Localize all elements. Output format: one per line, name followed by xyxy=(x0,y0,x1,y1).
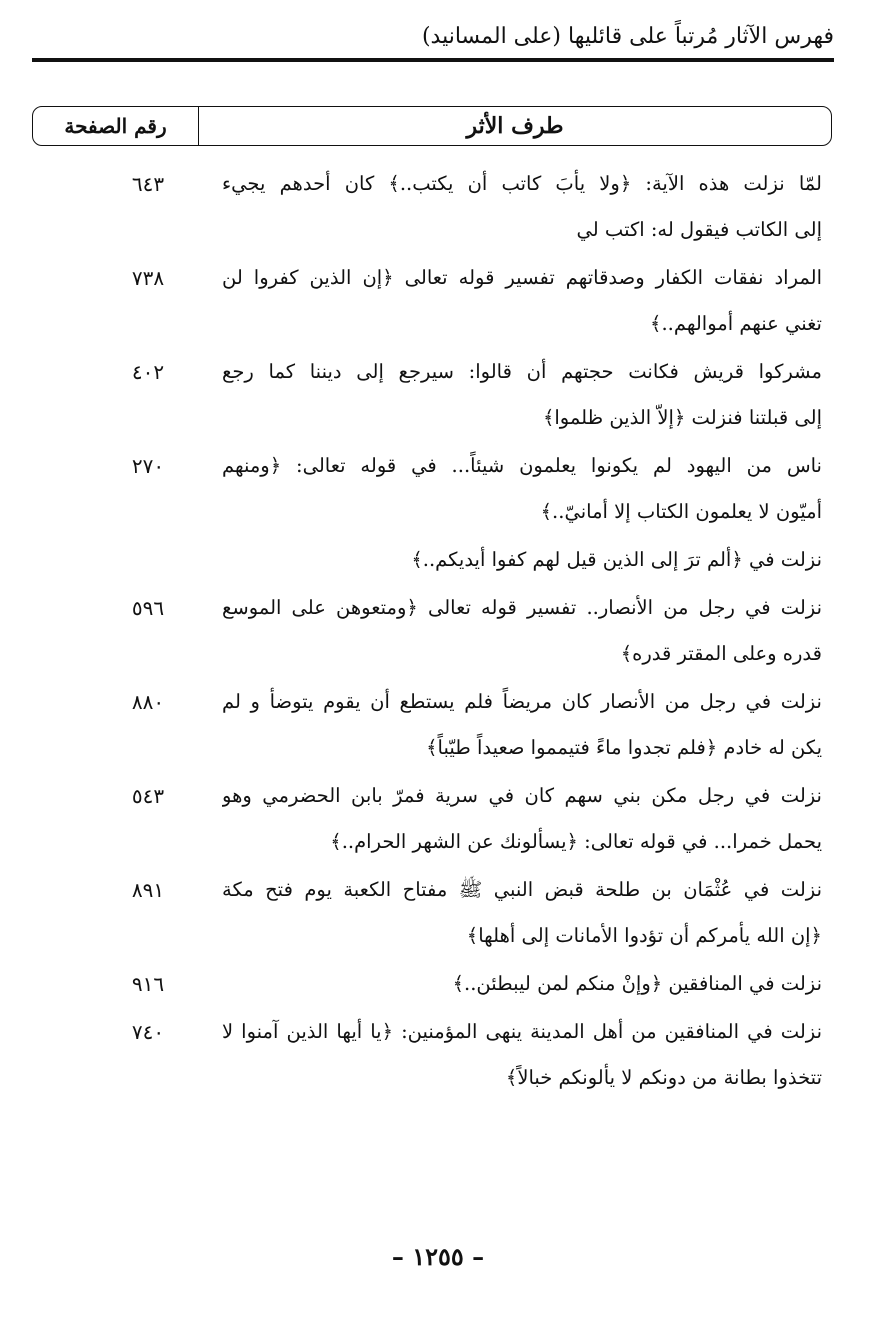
entry-line: ﴿إن الله يأمركم أن تؤدوا الأمانات إلى أهلها﴾ xyxy=(466,924,822,947)
entry xyxy=(0,584,876,678)
column-divider xyxy=(198,107,199,145)
entry xyxy=(0,536,876,584)
entry-line: نزلت في عُثْمَان بن طلحة قبض النبي ﷺ مفتاح الكعبة يوم فتح مكة xyxy=(222,878,822,901)
entry-line: إلى قبلتنا فنزلت ﴿إلاّ الذين ظلموا﴾ xyxy=(542,406,822,429)
entry-line: نزلت في رجل مكن بني سهم كان في سرية فمرّ بابن الحضرمي وهو xyxy=(222,784,822,807)
entry-line: أميّون لا يعلمون الكتاب إلا أمانيّ..﴾ xyxy=(540,500,822,523)
entry-page-number: ٩١٦ xyxy=(131,972,165,996)
entry-line: مشركوا قريش فكانت حجتهم أن قالوا: سيرجع إلى ديننا كما رجع xyxy=(222,360,822,383)
entry-line: نزلت في ﴿ألم ترَ إلى الذين قيل لهم كفوا أيديكم..﴾ xyxy=(411,548,822,571)
entry-page-number: ٢٧٠ xyxy=(131,454,165,478)
entry xyxy=(0,442,876,536)
entry-line: يحمل خمرا... في قوله تعالى: ﴿يسألونك عن الشهر الحرام..﴾ xyxy=(330,830,822,853)
entry xyxy=(0,1008,876,1102)
entry-page-number: ٧٤٠ xyxy=(131,1020,165,1044)
entry-line: المراد نفقات الكفار وصدقاتهم تفسير قوله تعالى ﴿إن الذين كفروا لن xyxy=(222,266,822,289)
page-number: – ١٢٥٥ – xyxy=(391,1242,485,1271)
column-header-page: رقم الصفحة xyxy=(64,114,167,138)
entry-page-number: ٥٩٦ xyxy=(131,596,165,620)
entry xyxy=(0,678,876,772)
table-header xyxy=(32,106,832,146)
entry-line: تغني عنهم أموالهم..﴾ xyxy=(650,312,822,335)
running-head: فهرس الآثار مُرتباً على قائليها (على المسانيد) xyxy=(421,24,834,49)
entry-page-number: ٨٩١ xyxy=(131,878,165,902)
entry xyxy=(0,866,876,960)
entry-line: نزلت في المنافقين ﴿وإنْ منكم لمن ليبطئن..﴾ xyxy=(452,972,822,995)
entry-line: لمّا نزلت هذه الآية: ﴿ولا يأبَ كاتب أن يكتب..﴾ كان أحدهم يجيء xyxy=(222,172,822,195)
entry xyxy=(0,772,876,866)
entry-line: يكن له خادم ﴿فلم تجدوا ماءً فتيمموا صعيداً طيّباً﴾ xyxy=(426,736,822,759)
entry-line: ناس من اليهود لم يكونوا يعلمون شيئاً... في قوله تعالى: ﴿ومنهم xyxy=(222,454,822,477)
entry-page-number: ٧٣٨ xyxy=(131,266,165,290)
column-header-title: طرف الأثر xyxy=(466,113,564,139)
header-rule xyxy=(32,58,834,62)
entry-line: نزلت في رجل من الأنصار كان مريضاً فلم يستطع أن يقوم يتوضأ و لم xyxy=(222,690,822,713)
entry-line: نزلت في المنافقين من أهل المدينة ينهى المؤمنين: ﴿يا أيها الذين آمنوا لا xyxy=(222,1020,822,1043)
entry xyxy=(0,254,876,348)
entry-page-number: ٤٠٢ xyxy=(131,360,165,384)
entry xyxy=(0,960,876,1008)
entry-line: قدره وعلى المقتر قدره﴾ xyxy=(620,642,822,665)
entry xyxy=(0,160,876,254)
entries-list xyxy=(0,160,876,1102)
entry-page-number: ٦٤٣ xyxy=(131,172,165,196)
entry-line: تتخذوا بطانة من دونكم لا يألونكم خبالاً﴾ xyxy=(505,1066,822,1089)
entry-line: نزلت في رجل من الأنصار.. تفسير قوله تعالى ﴿ومتعوهن على الموسع xyxy=(222,596,822,619)
entry-page-number: ٨٨٠ xyxy=(131,690,165,714)
entry-page-number xyxy=(118,536,178,584)
entry-line: إلى الكاتب فيقول له: اكتب لي xyxy=(576,218,822,241)
entry xyxy=(0,348,876,442)
entry-page-number: ٥٤٣ xyxy=(131,784,165,808)
